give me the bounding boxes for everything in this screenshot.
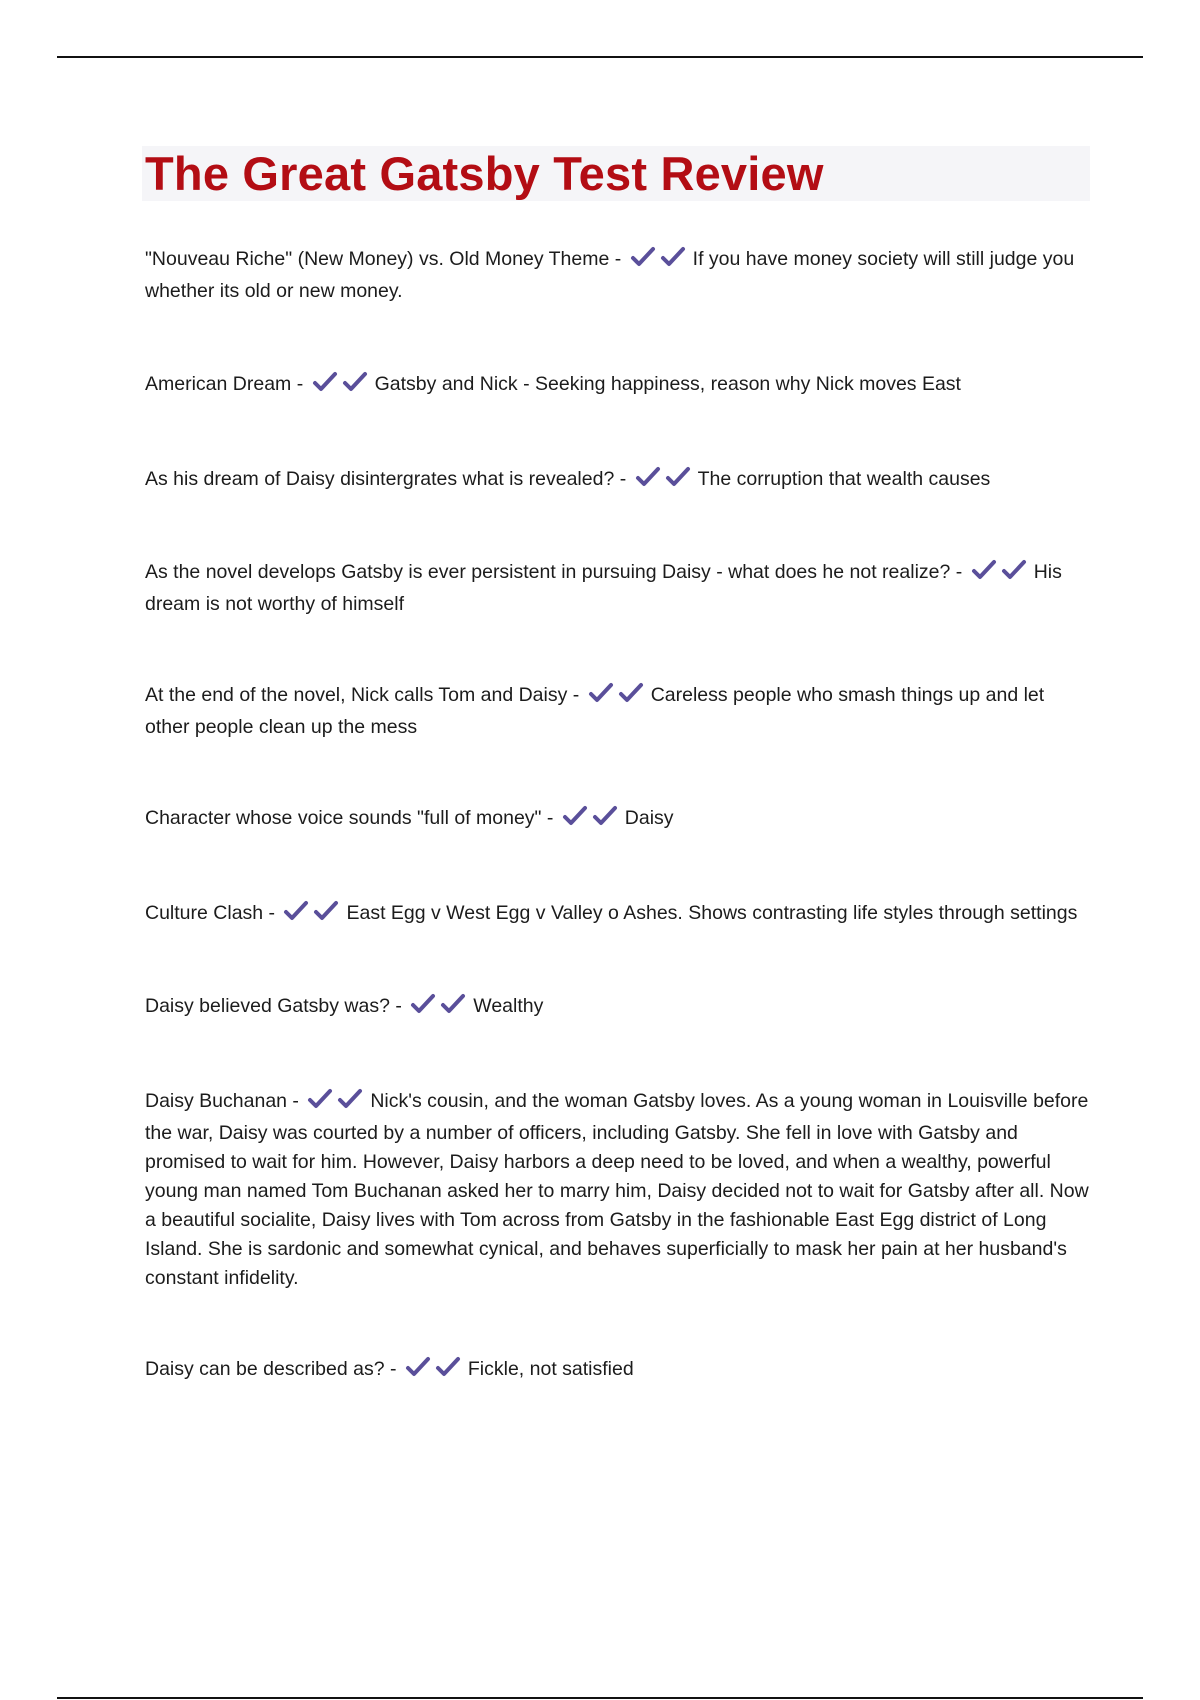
question-text: As his dream of Daisy disintergrates what is revealed? - — [145, 468, 632, 490]
question-text: Culture Clash - — [145, 902, 281, 924]
double-check-icon — [971, 559, 1031, 590]
check-icon — [665, 466, 691, 488]
qa-item — [145, 681, 1090, 742]
check-icon — [283, 900, 309, 922]
check-icon — [588, 682, 614, 704]
check-icon — [405, 1356, 431, 1378]
check-icon — [592, 805, 618, 827]
document-title: The Great Gatsby Test Review — [145, 147, 824, 200]
answer-text: His dream is not worthy of himself — [145, 561, 1062, 615]
double-check-icon — [283, 900, 343, 931]
qa-item — [145, 245, 1090, 306]
qa-item — [145, 465, 1090, 497]
answer-text: East Egg v West Egg v Valley o Ashes. Shows contrasting life styles through settings — [346, 902, 1078, 924]
double-check-icon — [562, 805, 622, 836]
check-icon — [618, 682, 644, 704]
check-icon — [660, 246, 686, 268]
question-text: "Nouveau Riche" (New Money) vs. Old Money Theme - — [145, 248, 627, 270]
question-text: At the end of the novel, Nick calls Tom and Daisy - — [145, 684, 585, 706]
answer-text: Nick's cousin, and the woman Gatsby loves. As a young woman in Louisville before the war, Daisy was courted by a number of officers, including Gatsby. She fell in love with Gatsby and promised to wait for him. However, Daisy harbors a deep need to be loved, and when a wealthy, powerful young man named Tom Buchanan asked her to marry him, Daisy decided not to wait for Gatsby after all. Now a beautiful socialite, Daisy lives with Tom across from Gatsby in the fashionable East Egg district of Long Island. She is sardonic and somewhat cynical, and behaves superficially to mask her pain at her husband's constant infidelity. — [145, 1090, 1089, 1289]
qa-item — [145, 370, 1090, 402]
check-icon — [435, 1356, 461, 1378]
answer-text: Careless people who smash things up and let other people clean up the mess — [145, 684, 1045, 738]
qa-item — [145, 1087, 1090, 1293]
qa-item — [145, 1355, 1090, 1387]
top-rule — [57, 56, 1143, 58]
bottom-rule — [57, 1697, 1143, 1699]
question-text: Daisy can be described as? - — [145, 1358, 402, 1380]
check-icon — [312, 371, 338, 393]
check-icon — [440, 993, 466, 1015]
check-icon — [313, 900, 339, 922]
check-icon — [1001, 559, 1027, 581]
answer-text: Daisy — [624, 807, 674, 829]
question-text: Character whose voice sounds "full of money" - — [145, 807, 559, 829]
double-check-icon — [635, 466, 695, 497]
check-icon — [635, 466, 661, 488]
qa-item — [145, 992, 1090, 1024]
double-check-icon — [405, 1356, 465, 1387]
answer-text: Fickle, not satisfied — [467, 1358, 634, 1380]
question-text: American Dream - — [145, 373, 309, 395]
double-check-icon — [312, 371, 372, 402]
double-check-icon — [588, 682, 648, 713]
answer-text: Gatsby and Nick - Seeking happiness, reason why Nick moves East — [374, 373, 961, 395]
check-icon — [971, 559, 997, 581]
qa-item — [145, 558, 1090, 619]
answer-text: If you have money society will still judge you whether its old or new money. — [145, 248, 1075, 302]
answer-text: Wealthy — [473, 995, 544, 1017]
check-icon — [630, 246, 656, 268]
double-check-icon — [410, 993, 470, 1024]
check-icon — [337, 1088, 363, 1110]
double-check-icon — [630, 246, 690, 277]
check-icon — [410, 993, 436, 1015]
check-icon — [342, 371, 368, 393]
question-text: Daisy Buchanan - — [145, 1090, 305, 1112]
check-icon — [562, 805, 588, 827]
question-text: Daisy believed Gatsby was? - — [145, 995, 408, 1017]
double-check-icon — [307, 1088, 367, 1119]
check-icon — [307, 1088, 333, 1110]
qa-item — [145, 804, 1090, 836]
answer-text: The corruption that wealth causes — [697, 468, 991, 490]
qa-item — [145, 899, 1090, 931]
question-text: As the novel develops Gatsby is ever persistent in pursuing Daisy - what does he not realize? - — [145, 561, 968, 583]
